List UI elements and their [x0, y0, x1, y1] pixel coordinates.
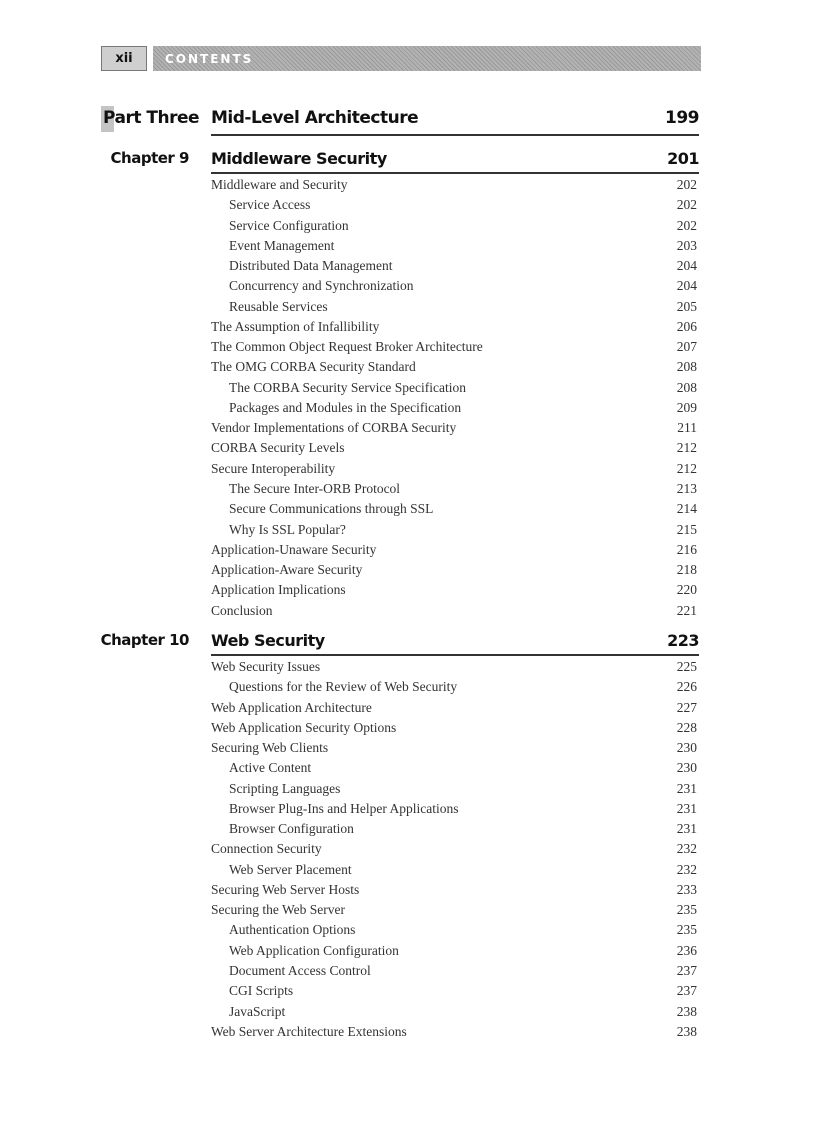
toc-entry-page: 213	[676, 480, 697, 496]
toc-entry-page: 236	[676, 942, 697, 958]
toc-entry-page: 235	[676, 922, 697, 938]
toc-entry-page: 237	[676, 983, 697, 999]
toc-entry	[101, 900, 699, 920]
toc-entry-title: Securing Web Clients	[211, 740, 329, 756]
toc-entry	[101, 337, 699, 357]
toc-entry	[101, 1022, 699, 1042]
toc-entry-title: Application Implications	[211, 582, 346, 598]
toc-entry-page: 207	[676, 339, 697, 355]
chapter-rule	[211, 172, 699, 174]
toc-entry-page: 233	[676, 881, 697, 897]
toc-entry-page: 204	[676, 258, 697, 274]
toc-entry-title: CGI Scripts	[229, 983, 294, 999]
toc-entry	[101, 819, 699, 839]
toc-entry-title: Browser Configuration	[229, 821, 354, 837]
toc-entry-page: 202	[676, 197, 697, 213]
toc-entry	[101, 981, 699, 1001]
toc-entry	[101, 698, 699, 718]
toc-entry-page: 208	[676, 379, 697, 395]
toc-entry	[101, 398, 699, 418]
folio-number: xii	[115, 51, 133, 66]
toc-entry-page: 230	[676, 740, 697, 756]
toc-entry	[101, 276, 699, 296]
running-head	[101, 46, 701, 71]
toc-entry	[101, 236, 699, 256]
part-label: Part Three	[103, 108, 200, 128]
section-label: CONTENTS	[165, 51, 254, 66]
toc-entry-title: Reusable Services	[229, 298, 328, 314]
toc-entry-page: 215	[676, 521, 697, 537]
toc-entry-title: Web Application Security Options	[211, 719, 397, 735]
toc-entry	[101, 839, 699, 859]
toc-entry-title: Application-Unaware Security	[211, 541, 377, 557]
toc-entry-page: 203	[676, 237, 697, 253]
toc-entry	[101, 378, 699, 398]
toc-entry	[101, 297, 699, 317]
chapter-title: Middleware Security	[211, 149, 387, 168]
toc-entry-title: Securing Web Server Hosts	[211, 881, 360, 897]
toc-entry	[101, 961, 699, 981]
toc-entry-title: Scripting Languages	[229, 780, 341, 796]
toc-entry	[101, 601, 699, 621]
chapter-page-number: 223	[667, 631, 699, 650]
toc-entry-title: Application-Aware Security	[211, 562, 363, 578]
toc-entry-title: JavaScript	[229, 1003, 286, 1019]
chapter-title: Web Security	[211, 631, 325, 650]
toc-entry-title: Web Security Issues	[211, 659, 321, 674]
toc-entry-page: 232	[676, 841, 697, 857]
toc-entry-page: 202	[676, 217, 697, 233]
contents-banner	[153, 46, 701, 71]
toc-entry	[101, 657, 699, 677]
toc-entry	[101, 880, 699, 900]
toc-entry	[101, 560, 699, 580]
toc-entry-page: 218	[676, 562, 697, 578]
toc-entry-page: 238	[676, 1023, 697, 1039]
toc-entry-page: 211	[677, 420, 697, 436]
toc-entry-title: The CORBA Security Service Specification	[229, 379, 466, 395]
toc-entry-title: The OMG CORBA Security Standard	[211, 359, 416, 375]
toc-entry-title: Web Server Architecture Extensions	[211, 1023, 407, 1039]
toc-entry-page: 220	[676, 582, 697, 598]
toc-entry	[101, 520, 699, 540]
toc-entry-title: Connection Security	[211, 841, 322, 857]
toc-entry-page: 237	[676, 962, 697, 978]
toc-entry-page: 208	[676, 359, 697, 375]
toc-entry-page: 202	[676, 177, 697, 192]
toc-entry-page: 231	[676, 780, 697, 796]
toc-entry	[101, 499, 699, 519]
toc-entry-title: The Common Object Request Broker Architecture	[211, 339, 483, 355]
toc-entry	[101, 216, 699, 236]
toc-entry	[101, 758, 699, 778]
chapter-entries	[101, 657, 699, 1042]
toc-entry-title: Browser Plug-Ins and Helper Applications	[229, 800, 459, 816]
toc-entry-title: Web Server Placement	[229, 861, 352, 877]
toc-entry-title: Service Access	[229, 197, 311, 213]
chapter-page-number: 201	[667, 149, 699, 168]
part-page-number: 199	[665, 108, 699, 128]
toc-entry	[101, 317, 699, 337]
part-rule	[211, 134, 699, 136]
toc-entry-page: 221	[676, 602, 697, 618]
toc-entry-page: 227	[676, 699, 697, 715]
toc-entry-title: The Secure Inter-ORB Protocol	[229, 480, 401, 496]
toc-entry-title: Concurrency and Synchronization	[229, 278, 414, 294]
toc-entry	[101, 718, 699, 738]
toc-entry-title: Active Content	[229, 760, 312, 776]
chapter-rule	[211, 654, 699, 656]
toc-entry	[101, 738, 699, 758]
toc-entry-title: Event Management	[229, 237, 335, 253]
toc-entry	[101, 580, 699, 600]
toc-entry-page: 204	[676, 278, 697, 294]
toc-entry	[101, 920, 699, 940]
toc-entry-title: Secure Communications through SSL	[229, 501, 434, 517]
toc-entry-title: Middleware and Security	[211, 177, 348, 192]
toc-entry	[101, 438, 699, 458]
toc-entry-page: 228	[676, 719, 697, 735]
chapter-label: Chapter 9	[110, 149, 189, 167]
part-title: Mid-Level Architecture	[211, 108, 419, 128]
toc-entry-title: Web Application Configuration	[229, 942, 399, 958]
chapter-heading	[101, 147, 699, 175]
toc-entry-page: 231	[676, 821, 697, 837]
toc-entry	[101, 799, 699, 819]
toc-entry-title: Vendor Implementations of CORBA Security	[211, 420, 457, 436]
toc-entry	[101, 479, 699, 499]
toc-entry	[101, 860, 699, 880]
page-folio	[101, 46, 147, 71]
toc-entry-title: Document Access Control	[229, 962, 371, 978]
chapter-10	[101, 629, 699, 1042]
toc-entry-page: 212	[676, 460, 697, 476]
toc-entry-page: 225	[676, 659, 697, 674]
toc-entry-page: 226	[676, 679, 697, 695]
toc-entry-title: Securing the Web Server	[211, 902, 345, 918]
toc-entry-page: 205	[676, 298, 697, 314]
toc-entry-page: 212	[676, 440, 697, 456]
toc-entry	[101, 677, 699, 697]
toc-entry	[101, 459, 699, 479]
toc-entry	[101, 175, 699, 195]
toc-entry-title: Questions for the Review of Web Security	[229, 679, 458, 695]
toc-entry-title: Packages and Modules in the Specification	[229, 399, 462, 415]
toc-entry-title: Authentication Options	[229, 922, 356, 938]
toc-entry	[101, 195, 699, 215]
toc-entry-page: 214	[676, 501, 697, 517]
toc-entry-page: 216	[676, 541, 697, 557]
chapter-9	[101, 147, 699, 621]
toc-entry-page: 235	[676, 902, 697, 918]
toc-entry-page: 206	[676, 318, 697, 334]
toc-entry	[101, 357, 699, 377]
toc-entry-title: Service Configuration	[229, 217, 349, 233]
toc-entry-title: Conclusion	[211, 602, 273, 618]
chapter-entries	[101, 175, 699, 621]
toc-entry	[101, 779, 699, 799]
toc-entry-page: 230	[676, 760, 697, 776]
toc-entry	[101, 256, 699, 276]
toc-entry-page: 232	[676, 861, 697, 877]
toc-entry-page: 209	[676, 399, 697, 415]
toc-entry-title: Distributed Data Management	[229, 258, 393, 274]
chapter-label: Chapter 10	[100, 631, 189, 649]
toc-entry-title: CORBA Security Levels	[211, 440, 345, 456]
toc-entry	[101, 1002, 699, 1022]
toc-entry-title: Secure Interoperability	[211, 460, 336, 476]
part-heading	[101, 106, 699, 136]
chapter-heading	[101, 629, 699, 657]
toc-entry	[101, 941, 699, 961]
toc-entry	[101, 418, 699, 438]
toc-entry-page: 231	[676, 800, 697, 816]
toc-entry-title: Why Is SSL Popular?	[229, 521, 346, 537]
toc-entry-page: 238	[676, 1003, 697, 1019]
toc-entry	[101, 540, 699, 560]
toc-entry-title: The Assumption of Infallibility	[211, 318, 380, 334]
toc-entry-title: Web Application Architecture	[211, 699, 372, 715]
